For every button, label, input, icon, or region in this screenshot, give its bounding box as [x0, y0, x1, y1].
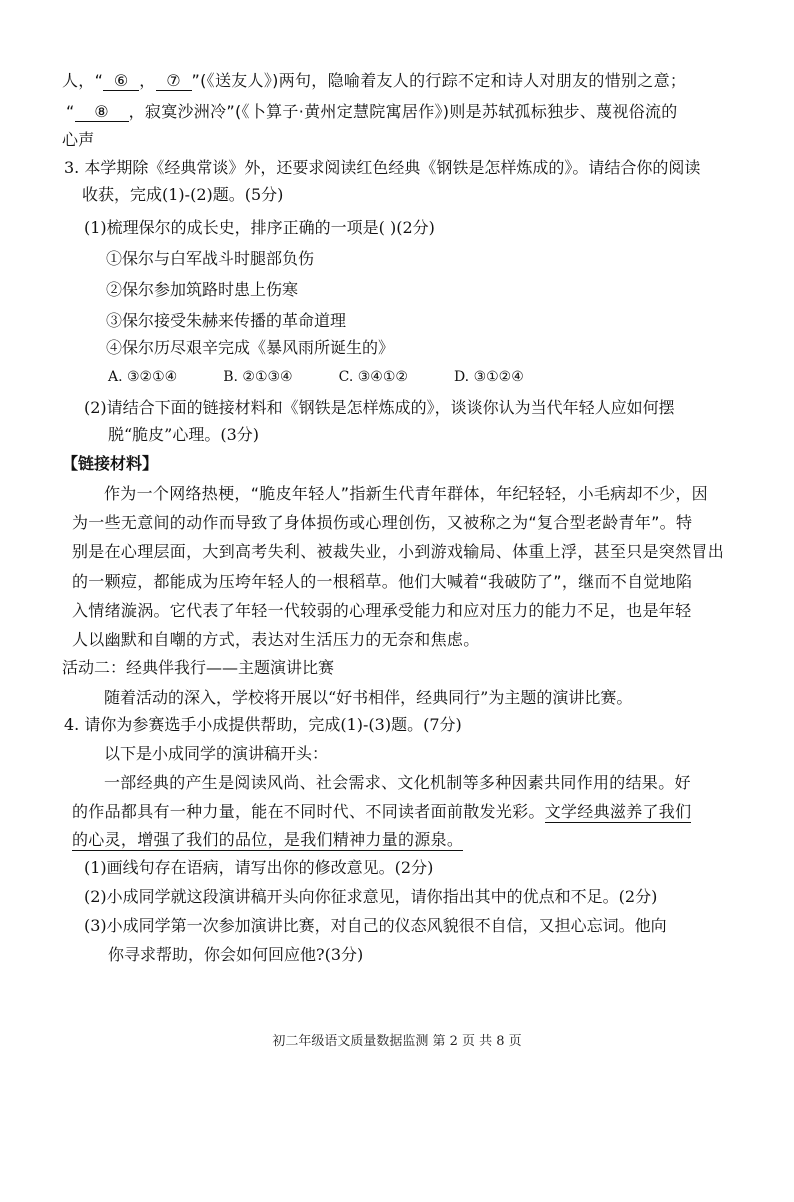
- blank-7[interactable]: ⑦: [156, 72, 192, 91]
- option-d[interactable]: D. ③①②④: [453, 369, 524, 385]
- material-line: 的一颗痘，都能成为压垮年轻人的一根稻草。他们大喊着“我破防了”，继而不自觉地陷: [72, 572, 693, 591]
- poem-line-1: [62, 70, 686, 92]
- q3-item-3: ③保尔接受朱赫来传播的革命道理: [106, 311, 347, 330]
- material-label: 【链接材料】: [62, 454, 159, 473]
- q4-sub2: (2)小成同学就这段演讲稿开头向你征求意见，请你指出其中的优点和不足。(2分): [84, 887, 658, 906]
- blank-6[interactable]: ⑥: [103, 72, 139, 91]
- blank-8[interactable]: ⑧: [75, 103, 129, 122]
- q4-lead: 以下是小成同学的演讲稿开头：: [104, 744, 329, 763]
- speech-line: 一部经典的产生是阅读风尚、社会需求、文化机制等多种因素共同作用的结果。好: [104, 773, 691, 792]
- q3-item-1: ①保尔与白军战斗时腿部负伤: [106, 249, 315, 268]
- q3-item-4: ④保尔历尽艰辛完成《暴风雨所诞生的》: [106, 338, 395, 357]
- poem-text: ”(《送友人》)两句，隐喻着友人的行踪不定和诗人对朋友的惜别之意；: [191, 71, 687, 90]
- material-line: 作为一个网络热梗，“脆皮年轻人”指新生代青年群体，年纪轻轻，小毛病却不少，因: [104, 484, 708, 503]
- poem-text: ，寂寞沙洲冷”(《卜算子·黄州定慧院寓居作》)则是苏轼孤标独步、蔑视俗流的: [128, 102, 678, 121]
- material-line: 为一些无意间的动作而导致了身体损伤或心理创伤，又被称之为“复合型老龄青年”。特: [72, 513, 693, 532]
- q3-sub2-cont: 脱“脆皮”心理。(3分): [108, 425, 260, 444]
- q4-stem: 4. 请你为参赛选手小成提供帮助，完成(1)-(3)题。(7分): [64, 715, 462, 734]
- underlined-sentence: 的心灵，增强了我们的品位，是我们精神力量的源泉。: [72, 830, 464, 849]
- option-b[interactable]: B. ②①③④: [223, 369, 293, 385]
- q3-item-2: ②保尔参加筑路时患上伤寒: [106, 280, 299, 299]
- activity-intro: 随着活动的深入，学校将开展以“好书相伴，经典同行”为主题的演讲比赛。: [104, 688, 633, 707]
- underlined-sentence: 文学经典滋养了我们: [544, 802, 692, 821]
- q3-stem-cont: 收获，完成(1)-(2)题。(5分): [82, 185, 284, 204]
- poem-line-2: [66, 101, 678, 123]
- material-line: 别是在心理层面，大到高考失利、被裁失业，小到游戏输局、体重上浮，甚至只是突然冒出: [72, 542, 725, 561]
- q3-stem: 3. 本学期除《经典常谈》外，还要求阅读红色经典《钢铁是怎样炼成的》。请结合你的阅读: [64, 158, 701, 177]
- q4-sub3-cont: 你寻求帮助，你会如何回应他?(3分): [108, 945, 364, 964]
- q4-sub1: (1)画线句存在语病，请写出你的修改意见。(2分): [84, 858, 434, 877]
- option-a[interactable]: A. ③②①④: [108, 369, 178, 385]
- q4-sub3: (3)小成同学第一次参加演讲比赛，对自己的仪态风貌很不自信，又担心忘词。他向: [84, 916, 667, 935]
- speech-text: 的作品都具有一种力量，能在不同时代、不同读者面前散发光彩。: [72, 802, 545, 821]
- option-c[interactable]: C. ③④①②: [338, 369, 408, 385]
- material-line: 入情绪漩涡。它代表了年轻一代较弱的心理承受能力和应对压力的能力不足，也是年轻: [72, 601, 692, 620]
- speech-line: [72, 801, 691, 823]
- q3-options: [108, 366, 570, 388]
- activity-title: 活动二：经典伴我行——主题演讲比赛: [62, 658, 335, 677]
- speech-line: [72, 829, 463, 851]
- poem-text: 人，“: [62, 71, 104, 90]
- q3-sub2: (2)请结合下面的链接材料和《钢铁是怎样炼成的》，谈谈你认为当代年轻人应如何摆: [84, 398, 675, 417]
- poem-text: “: [66, 102, 75, 121]
- page-footer: 初二年级语文质量数据监测 第 2 页 共 8 页: [272, 1034, 522, 1049]
- q3-sub1: (1)梳理保尔的成长史，排序正确的一项是( )(2分): [84, 218, 435, 237]
- material-line: 人以幽默和自嘲的方式，表达对生活压力的无奈和焦虑。: [72, 630, 480, 649]
- poem-line-3: 心声: [62, 130, 95, 149]
- poem-text: ，: [139, 71, 156, 90]
